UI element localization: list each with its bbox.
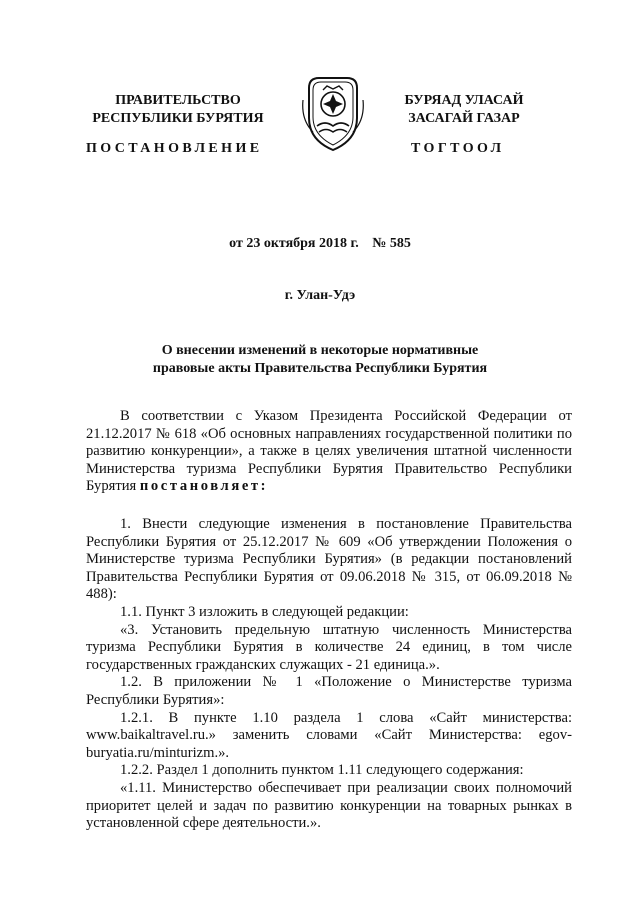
preamble-text — [86, 408, 572, 496]
item-1-1: 1.1. Пункт 3 изложить в следующей редакции: — [120, 603, 409, 620]
document-title-line1: О внесении изменений в некоторые нормативные — [161, 343, 479, 358]
decree-date: от 23 октября 2018 г. — [229, 236, 359, 251]
government-header-ru-line1: ПРАВИТЕЛЬСТВО — [115, 93, 241, 108]
preamble-body: В соответствии с Указом Президента Российской Федерации от 21.12.2017 № 618 «Об основных направлениях государственной политики по развитию конкуренции», а также в целях увеличения штатной численности Министерства туризма Республики Бурятия Правительство Республики Бурятия — [86, 408, 572, 495]
document-title — [0, 342, 640, 378]
item-1: 1. Внести следующие изменения в постановление Правительства Республики Бурятия от 25.12.2017 № 609 «Об утверждении Положения о Министерстве туризма Республики Бурятия» (в редакции постановлений Правительства Республики Бурятия от 09.06.2018 № 315, от 06.09.2018 № 488): — [86, 516, 572, 603]
item-1-2-2: 1.2.2. Раздел 1 дополнить пунктом 1.11 следующего содержания: — [120, 762, 524, 779]
item-1-2-2-quote: «1.11. Министерство обеспечивает при реализации своих полномочий приоритет целей и задач по развитию конкуренции на товарных рынках в установленной сфере деятельности.». — [86, 779, 572, 832]
coat-of-arms-icon — [299, 70, 367, 154]
decree-city: г. Улан-Удэ — [284, 288, 356, 303]
decree-items — [86, 516, 572, 833]
government-header-bua — [372, 92, 556, 128]
document-title-line2: правовые акты Правительства Республики Бурятия — [152, 361, 488, 376]
item-1-2: 1.2. В приложении № 1 «Положение о Министерстве туризма Республики Бурятия»: — [86, 674, 572, 708]
decree-label-ru: ПОСТАНОВЛЕНИЕ — [86, 141, 263, 156]
government-header-ru — [62, 92, 294, 128]
decree-number: № 585 — [372, 236, 411, 251]
coat-of-arms-emblem — [299, 70, 367, 154]
decree-label-bua: ТОГТООЛ — [411, 141, 505, 156]
preamble-decrees: постановляет: — [139, 478, 269, 495]
government-header-ru-line2: РЕСПУБЛИКИ БУРЯТИЯ — [92, 111, 264, 126]
decree-date-line — [0, 236, 640, 252]
government-header-bua-line2: ЗАСАГАЙ ГАЗАР — [408, 111, 520, 126]
item-1-2-1: 1.2.1. В пункте 1.10 раздела 1 слова «Сайт министерства: www.baikaltravel.ru.» заменить словами «Сайт Министерства: egov-buryatia.ru/minturizm.». — [86, 709, 572, 761]
item-1-1-quote: «3. Установить предельную штатную численность Министерства туризма Республики Бурятия в количестве 24 единиц, в том числе государственных гражданских служащих - 21 единица.». — [86, 621, 572, 673]
preamble-paragraph — [86, 408, 572, 496]
government-header-bua-line1: БУРЯАД УЛАСАЙ — [404, 93, 524, 108]
